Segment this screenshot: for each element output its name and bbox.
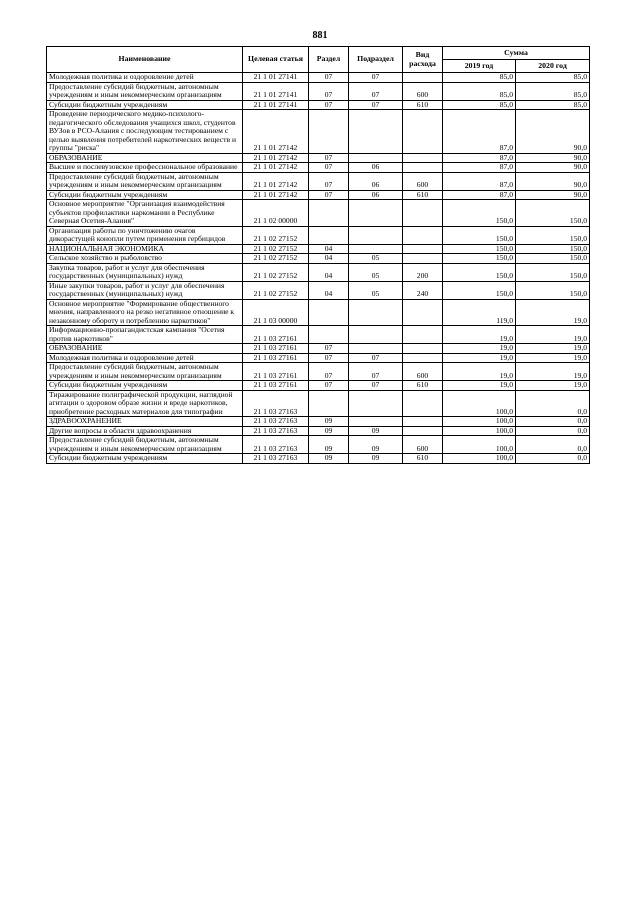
cell-expense-type: 600 [403, 172, 443, 190]
cell-target: 21 1 03 00000 [243, 299, 309, 326]
cell-sum-2019: 87,0 [443, 190, 516, 200]
header-expense-type: Вид расхода [403, 47, 443, 73]
cell-sum-2020: 0,0 [516, 417, 590, 427]
cell-sum-2020: 19,0 [516, 344, 590, 354]
cell-target: 21 1 03 27163 [243, 417, 309, 427]
cell-sum-2019: 19,0 [443, 363, 516, 381]
cell-name: ЗДРАВООХРАНЕНИЕ [47, 417, 243, 427]
cell-subsection: 07 [349, 73, 403, 83]
cell-name: Проведение периодического медико-психолого-педагогического обследования учащихся школ, студентов ВУЗов в РСО-Алания с последующим тестированием с целью выявления потребителей наркотических веществ и группы "риска" [47, 110, 243, 154]
cell-sum-2020: 19,0 [516, 326, 590, 344]
cell-subsection: 05 [349, 263, 403, 281]
cell-sum-2019: 100,0 [443, 454, 516, 464]
cell-subsection [349, 417, 403, 427]
table-row [47, 73, 590, 83]
cell-section: 04 [309, 281, 349, 299]
table-row [47, 390, 590, 417]
cell-subsection: 09 [349, 454, 403, 464]
cell-expense-type [403, 353, 443, 363]
table-body [47, 73, 590, 464]
cell-sum-2020: 85,0 [516, 82, 590, 100]
header-year-2019: 2019 год [443, 60, 516, 73]
cell-name: Сельское хозяйство и рыболовство [47, 254, 243, 264]
cell-section: 09 [309, 426, 349, 436]
cell-sum-2019: 150,0 [443, 226, 516, 244]
cell-section: 07 [309, 172, 349, 190]
cell-name: Субсидии бюджетным учреждениям [47, 454, 243, 464]
cell-expense-type: 240 [403, 281, 443, 299]
cell-sum-2020: 19,0 [516, 381, 590, 391]
cell-target: 21 1 01 27142 [243, 190, 309, 200]
cell-target: 21 1 01 27142 [243, 153, 309, 163]
cell-name: Молодежная политика и оздоровление детей [47, 353, 243, 363]
cell-expense-type [403, 200, 443, 227]
cell-sum-2019: 85,0 [443, 73, 516, 83]
cell-sum-2020: 90,0 [516, 190, 590, 200]
table-row [47, 263, 590, 281]
cell-section [309, 110, 349, 154]
cell-name: Предоставление субсидий бюджетным, автономным учреждениям и иным некоммерческим организациям [47, 436, 243, 454]
cell-target: 21 1 03 27161 [243, 381, 309, 391]
cell-sum-2019: 150,0 [443, 254, 516, 264]
cell-expense-type: 200 [403, 263, 443, 281]
cell-sum-2019: 119,0 [443, 299, 516, 326]
cell-sum-2019: 150,0 [443, 281, 516, 299]
cell-expense-type [403, 417, 443, 427]
cell-sum-2020: 19,0 [516, 363, 590, 381]
cell-name: Молодежная политика и оздоровление детей [47, 73, 243, 83]
budget-table [46, 46, 590, 464]
cell-section: 07 [309, 153, 349, 163]
cell-sum-2020: 85,0 [516, 100, 590, 110]
header-subsection: Подраздел [349, 47, 403, 73]
table-row [47, 226, 590, 244]
cell-section [309, 299, 349, 326]
cell-sum-2019: 100,0 [443, 417, 516, 427]
cell-target: 21 1 02 27152 [243, 254, 309, 264]
cell-section: 07 [309, 363, 349, 381]
cell-section [309, 226, 349, 244]
header-row [47, 47, 590, 60]
cell-name: Другие вопросы в области здравоохранения [47, 426, 243, 436]
cell-sum-2019: 100,0 [443, 426, 516, 436]
cell-expense-type [403, 163, 443, 173]
cell-name: Предоставление субсидий бюджетным, автономным учреждениям и иным некоммерческим организациям [47, 82, 243, 100]
cell-sum-2020: 19,0 [516, 299, 590, 326]
cell-sum-2019: 85,0 [443, 100, 516, 110]
cell-section [309, 390, 349, 417]
cell-name: ОБРАЗОВАНИЕ [47, 153, 243, 163]
cell-expense-type [403, 73, 443, 83]
cell-target: 21 1 02 27152 [243, 226, 309, 244]
table-row [47, 417, 590, 427]
table-row [47, 200, 590, 227]
table-row [47, 299, 590, 326]
cell-subsection: 07 [349, 100, 403, 110]
header-name: Наименование [47, 47, 243, 73]
cell-sum-2019: 87,0 [443, 153, 516, 163]
cell-name: Основное мероприятие "Организация взаимодействия субъектов профилактики наркомании в Республике Северная Осетия-Алания" [47, 200, 243, 227]
page-number: 881 [312, 30, 328, 41]
cell-name: Предоставление субсидий бюджетным, автономным учреждениям и иным некоммерческим организациям [47, 172, 243, 190]
cell-subsection: 09 [349, 426, 403, 436]
header-sum: Сумма [443, 47, 590, 60]
cell-name: НАЦИОНАЛЬНАЯ ЭКОНОМИКА [47, 244, 243, 254]
cell-sum-2020: 0,0 [516, 426, 590, 436]
cell-expense-type: 610 [403, 381, 443, 391]
cell-subsection: 09 [349, 436, 403, 454]
cell-name: Иные закупки товаров, работ и услуг для обеспечения государственных (муниципальных) нужд [47, 281, 243, 299]
cell-subsection [349, 110, 403, 154]
cell-name: Субсидии бюджетным учреждениям [47, 381, 243, 391]
table-row [47, 363, 590, 381]
cell-sum-2020: 150,0 [516, 281, 590, 299]
cell-expense-type [403, 110, 443, 154]
table-row [47, 82, 590, 100]
cell-subsection: 05 [349, 254, 403, 264]
cell-sum-2019: 150,0 [443, 244, 516, 254]
cell-section: 07 [309, 353, 349, 363]
cell-subsection: 07 [349, 82, 403, 100]
cell-sum-2020: 150,0 [516, 226, 590, 244]
cell-name: Информационно-пропагандистская кампания "Осетия против наркотиков" [47, 326, 243, 344]
cell-sum-2019: 87,0 [443, 172, 516, 190]
cell-section: 07 [309, 381, 349, 391]
cell-section [309, 200, 349, 227]
table-row [47, 344, 590, 354]
cell-target: 21 1 01 27141 [243, 100, 309, 110]
cell-subsection: 07 [349, 381, 403, 391]
cell-target: 21 1 03 27163 [243, 454, 309, 464]
cell-sum-2020: 90,0 [516, 172, 590, 190]
table-row [47, 436, 590, 454]
cell-expense-type: 600 [403, 436, 443, 454]
cell-sum-2019: 19,0 [443, 381, 516, 391]
cell-sum-2019: 87,0 [443, 163, 516, 173]
cell-name: Закупка товаров, работ и услуг для обеспечения государственных (муниципальных) нужд [47, 263, 243, 281]
cell-subsection [349, 390, 403, 417]
cell-expense-type [403, 390, 443, 417]
cell-sum-2019: 150,0 [443, 200, 516, 227]
cell-name: Субсидии бюджетным учреждениям [47, 190, 243, 200]
cell-expense-type: 610 [403, 454, 443, 464]
cell-expense-type: 610 [403, 100, 443, 110]
cell-expense-type: 600 [403, 363, 443, 381]
cell-section: 09 [309, 436, 349, 454]
cell-section: 07 [309, 163, 349, 173]
cell-sum-2019: 85,0 [443, 82, 516, 100]
cell-expense-type [403, 299, 443, 326]
cell-sum-2020: 90,0 [516, 163, 590, 173]
cell-target: 21 1 03 27163 [243, 390, 309, 417]
cell-target: 21 1 03 27161 [243, 326, 309, 344]
table-row [47, 281, 590, 299]
cell-name: Организация работы по уничтожению очагов дикорастущей конопли путем применения гербицидов [47, 226, 243, 244]
cell-expense-type [403, 344, 443, 354]
cell-sum-2020: 90,0 [516, 153, 590, 163]
cell-subsection: 06 [349, 172, 403, 190]
cell-subsection: 07 [349, 353, 403, 363]
cell-subsection [349, 226, 403, 244]
cell-name: Тиражирование полиграфической продукции, наглядной агитации о здоровом образе жизни и вреде наркотиков, приобретение расходных материалов для типографии [47, 390, 243, 417]
cell-name: Субсидии бюджетным учреждениям [47, 100, 243, 110]
cell-target: 21 1 03 27163 [243, 426, 309, 436]
table-row [47, 381, 590, 391]
cell-target: 21 1 02 27152 [243, 281, 309, 299]
cell-target: 21 1 02 27152 [243, 244, 309, 254]
cell-section: 04 [309, 244, 349, 254]
cell-section: 07 [309, 100, 349, 110]
cell-subsection: 05 [349, 281, 403, 299]
cell-target: 21 1 01 27141 [243, 73, 309, 83]
cell-section: 07 [309, 82, 349, 100]
cell-section: 04 [309, 263, 349, 281]
cell-section: 04 [309, 254, 349, 264]
cell-subsection: 07 [349, 363, 403, 381]
cell-sum-2019: 100,0 [443, 390, 516, 417]
cell-sum-2019: 19,0 [443, 344, 516, 354]
cell-target: 21 1 02 00000 [243, 200, 309, 227]
table-row [47, 110, 590, 154]
table-row [47, 454, 590, 464]
cell-sum-2020: 0,0 [516, 436, 590, 454]
cell-name: Высшее и послевузовское профессиональное образование [47, 163, 243, 173]
cell-target: 21 1 01 27141 [243, 82, 309, 100]
cell-sum-2020: 150,0 [516, 263, 590, 281]
cell-subsection: 06 [349, 190, 403, 200]
table-row [47, 172, 590, 190]
cell-sum-2019: 100,0 [443, 436, 516, 454]
cell-expense-type: 610 [403, 190, 443, 200]
cell-sum-2020: 150,0 [516, 254, 590, 264]
cell-sum-2020: 0,0 [516, 390, 590, 417]
cell-sum-2020: 85,0 [516, 73, 590, 83]
cell-sum-2020: 150,0 [516, 244, 590, 254]
cell-expense-type [403, 244, 443, 254]
cell-subsection [349, 299, 403, 326]
cell-expense-type [403, 426, 443, 436]
cell-sum-2019: 19,0 [443, 353, 516, 363]
header-target: Целевая статья [243, 47, 309, 73]
cell-subsection [349, 326, 403, 344]
cell-target: 21 1 01 27142 [243, 110, 309, 154]
cell-sum-2020: 19,0 [516, 353, 590, 363]
cell-expense-type [403, 226, 443, 244]
cell-sum-2019: 19,0 [443, 326, 516, 344]
cell-expense-type: 600 [403, 82, 443, 100]
cell-section: 07 [309, 73, 349, 83]
cell-target: 21 1 01 27142 [243, 163, 309, 173]
header-section: Раздел [309, 47, 349, 73]
cell-target: 21 1 03 27163 [243, 436, 309, 454]
cell-expense-type [403, 326, 443, 344]
header-year-2020: 2020 год [516, 60, 590, 73]
cell-sum-2019: 87,0 [443, 110, 516, 154]
cell-target: 21 1 03 27161 [243, 344, 309, 354]
cell-subsection [349, 200, 403, 227]
cell-subsection: 06 [349, 163, 403, 173]
cell-name: Основное мероприятие "Формирование общественного мнения, направленного на резко негативное отношение к незаконному обороту и потреблению наркотиков" [47, 299, 243, 326]
cell-sum-2019: 150,0 [443, 263, 516, 281]
cell-section: 07 [309, 344, 349, 354]
cell-sum-2020: 150,0 [516, 200, 590, 227]
cell-section [309, 326, 349, 344]
table-row [47, 163, 590, 173]
cell-section: 09 [309, 454, 349, 464]
cell-expense-type [403, 254, 443, 264]
cell-target: 21 1 03 27161 [243, 353, 309, 363]
cell-subsection [349, 344, 403, 354]
cell-name: ОБРАЗОВАНИЕ [47, 344, 243, 354]
cell-section: 09 [309, 417, 349, 427]
cell-name: Предоставление субсидий бюджетным, автономным учреждениям и иным некоммерческим организациям [47, 363, 243, 381]
table-row [47, 326, 590, 344]
cell-target: 21 1 01 27142 [243, 172, 309, 190]
cell-expense-type [403, 153, 443, 163]
cell-sum-2020: 90,0 [516, 110, 590, 154]
cell-sum-2020: 0,0 [516, 454, 590, 464]
cell-target: 21 1 03 27161 [243, 363, 309, 381]
cell-section: 07 [309, 190, 349, 200]
table-row [47, 254, 590, 264]
cell-target: 21 1 02 27152 [243, 263, 309, 281]
